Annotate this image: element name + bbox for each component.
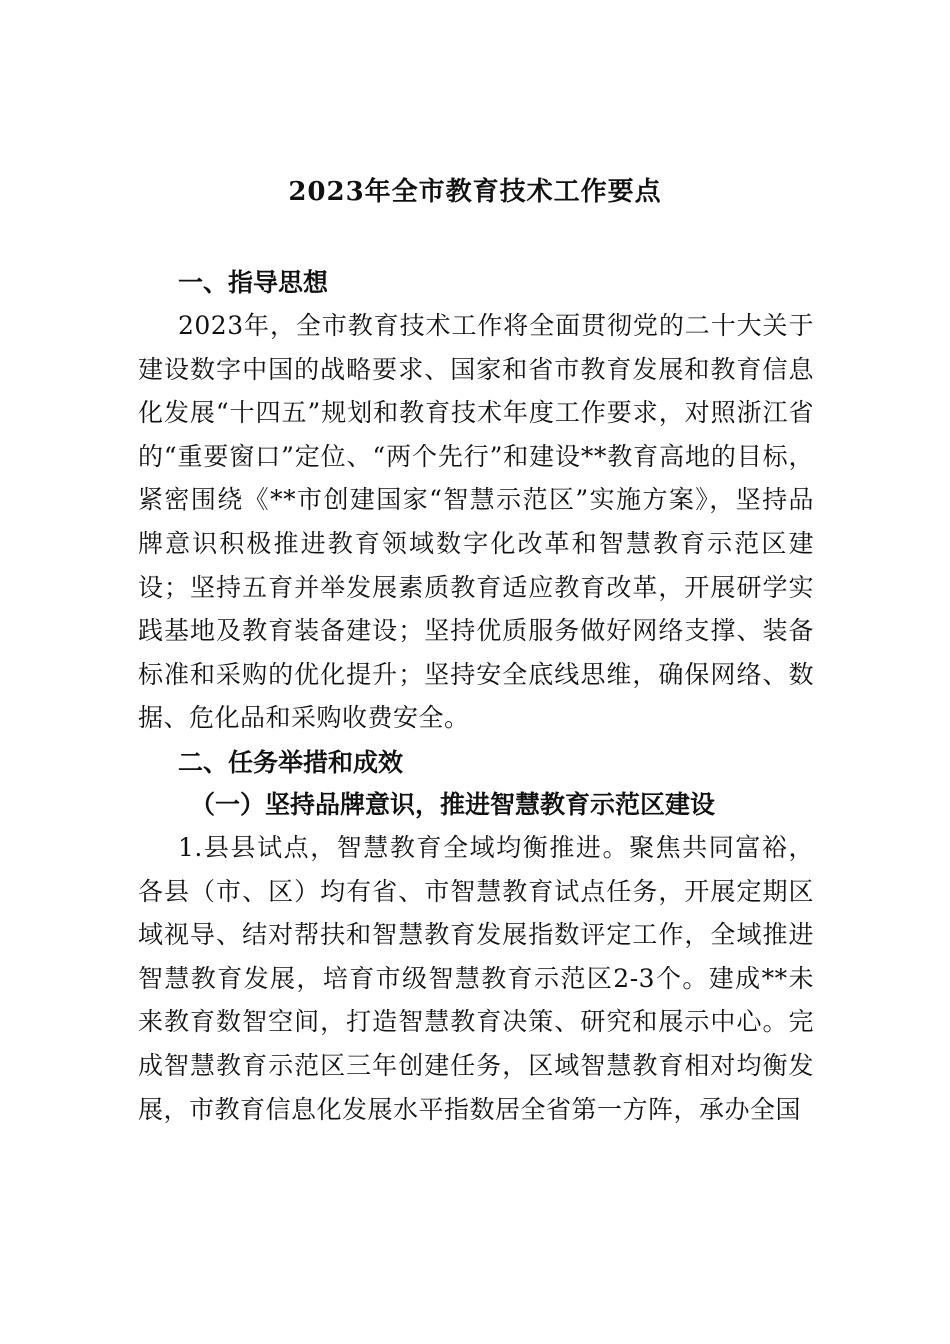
section-heading-guiding-ideology: 一、指导思想 (178, 268, 329, 297)
subsection-heading-brand: （一）坚持品牌意识，推进智慧教育示范区建设 (190, 789, 716, 819)
document-title: 2023年全市教育技术工作要点 (288, 177, 662, 207)
section-heading-tasks: 二、任务举措和成效 (178, 747, 404, 777)
paragraph-item-1: 1.县县试点，智慧教育全域均衡推进。聚焦共同富裕，各县（市、区）均有省、市智慧教育试点任务，开展定期区域视导、结对帮扶和智慧教育发展指数评定工作，全域推进智慧教育发展，培育市级智慧教育示范区2-3个。建成**未来教育数智空间，打造智慧教育决策、研究和展示中心。完成智慧教育示范区三年创建任务，区域智慧教育相对均衡发展，市教育信息化发展水平指数居全省第一方阵，承办全国 (138, 832, 814, 1124)
document-body (138, 262, 814, 1131)
paragraph-guiding-ideology: 2023年，全市教育技术工作将全面贯彻党的二十大关于建设数字中国的战略要求、国家和省市教育发展和教育信息化发展“十四五”规划和教育技术年度工作要求，对照浙江省的“重要窗口”定位、“两个先行”和建设**教育高地的目标，紧密围绕《**市创建国家“智慧示范区”实施方案》，坚持品牌意识积极推进教育领域数字化改革和智慧教育示范区建设；坚持五育并举发展素质教育适应教育改革，开展研学实践基地及教育装备建设；坚持优质服务做好网络支撑、装备标准和采购的优化提升；坚持安全底线思维，确保网络、数据、危化品和采购收费安全。 (138, 311, 814, 733)
